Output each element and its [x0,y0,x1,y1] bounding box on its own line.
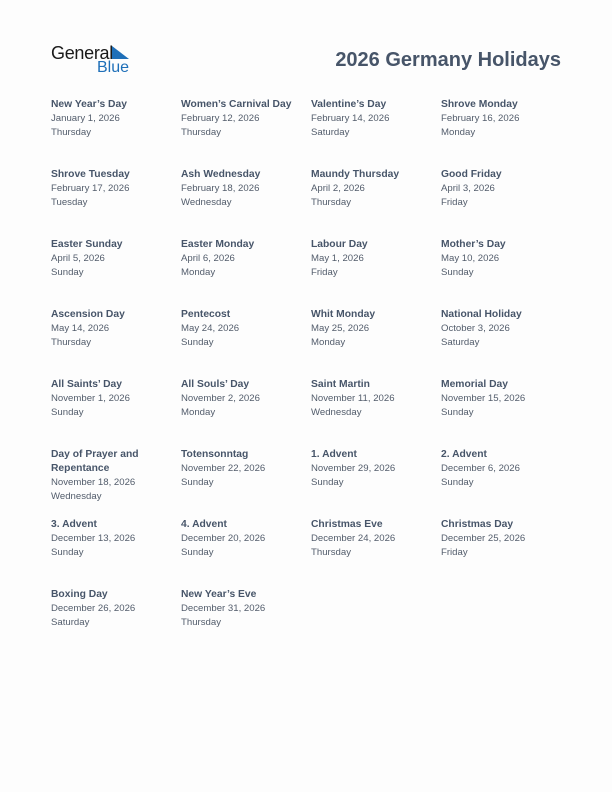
holiday-item [181,518,309,560]
holiday-date: November 2, 2026 [181,393,260,404]
holiday-name: Valentine’s Day [311,99,387,110]
holiday-weekday: Sunday [311,477,344,488]
holiday-weekday: Saturday [441,337,480,348]
holiday-item [51,98,179,140]
holiday-date: December 6, 2026 [441,463,520,474]
holiday-name: New Year’s Day [51,99,127,110]
holiday-name: 2. Advent [441,449,487,460]
holiday-weekday: Sunday [441,407,474,418]
holiday-date: May 10, 2026 [441,253,500,264]
holiday-name: All Saints’ Day [51,379,122,390]
holiday-date: February 16, 2026 [441,113,520,124]
holiday-weekday: Sunday [51,407,84,418]
holiday-item [441,98,569,140]
holiday-name: Mother’s Day [441,239,506,250]
holiday-name: Christmas Eve [311,519,383,530]
holiday-name: Totensonntag [181,449,249,460]
holiday-weekday: Thursday [181,617,221,628]
holiday-item [51,168,179,210]
holiday-weekday: Friday [441,547,468,558]
holiday-name: Ash Wednesday [181,169,261,180]
holiday-name: 3. Advent [51,519,97,530]
holiday-date: February 14, 2026 [311,113,390,124]
holiday-date: April 6, 2026 [181,253,235,264]
holiday-weekday: Sunday [181,547,214,558]
holiday-date: February 18, 2026 [181,183,260,194]
logo-word-blue: Blue [97,59,130,76]
holiday-date: December 25, 2026 [441,533,526,544]
holiday-item [51,378,179,420]
holiday-item [311,308,439,350]
holiday-date: December 31, 2026 [181,603,266,614]
holiday-date: November 1, 2026 [51,393,130,404]
holiday-item [441,448,569,490]
holiday-weekday: Saturday [311,127,350,138]
holiday-item [181,448,309,490]
holiday-name: Saint Martin [311,379,370,390]
holiday-name: New Year’s Eve [181,589,257,600]
holiday-item [311,168,439,210]
holiday-item [441,518,569,560]
holiday-name: Women’s Carnival Day [181,99,292,110]
holiday-weekday: Friday [441,197,468,208]
holiday-weekday: Sunday [181,337,214,348]
holiday-item [311,378,439,420]
holiday-date: December 13, 2026 [51,533,136,544]
holiday-date: May 1, 2026 [311,253,364,264]
holiday-weekday: Friday [311,267,338,278]
holiday-item [51,308,179,350]
holiday-weekday: Sunday [441,477,474,488]
holiday-name: Whit Monday [311,309,376,320]
holiday-item [51,588,179,630]
holiday-name: Boxing Day [51,589,108,600]
holiday-date: November 11, 2026 [311,393,395,404]
holiday-date: December 24, 2026 [311,533,396,544]
holiday-item [441,238,569,280]
holiday-weekday: Monday [181,267,216,278]
holiday-item [181,588,309,630]
holiday-name: Shrove Tuesday [51,169,130,180]
holiday-item [181,98,309,140]
holiday-item [311,518,439,560]
holiday-weekday: Wednesday [311,407,362,418]
holiday-weekday: Sunday [51,267,84,278]
holiday-weekday: Thursday [311,547,351,558]
holiday-item [441,378,569,420]
holiday-date: May 25, 2026 [311,323,370,334]
holiday-weekday: Monday [441,127,476,138]
holiday-item [311,98,439,140]
holiday-name: Easter Sunday [51,239,123,250]
holiday-item [51,238,179,280]
holiday-item [181,378,309,420]
holiday-date: December 26, 2026 [51,603,136,614]
holiday-date: December 20, 2026 [181,533,266,544]
holiday-item [181,168,309,210]
holiday-date: November 29, 2026 [311,463,396,474]
holiday-date: April 2, 2026 [311,183,365,194]
holiday-weekday: Sunday [181,477,214,488]
holiday-weekday: Saturday [51,617,90,628]
holiday-date: January 1, 2026 [51,113,120,124]
holiday-date: February 17, 2026 [51,183,130,194]
holiday-weekday: Thursday [51,127,91,138]
holiday-name: National Holiday [441,309,522,320]
holiday-item [181,308,309,350]
holiday-name: Ascension Day [51,309,125,320]
holiday-item [181,238,309,280]
holiday-weekday: Thursday [181,127,221,138]
holiday-date: February 12, 2026 [181,113,260,124]
holiday-weekday: Tuesday [51,197,88,208]
holiday-date: November 18, 2026 [51,477,136,488]
holiday-item [311,448,439,490]
holiday-date: November 22, 2026 [181,463,266,474]
generalblue-logo [51,43,141,79]
holiday-item [51,518,179,560]
holiday-name: Shrove Monday [441,99,518,110]
holiday-name: Christmas Day [441,519,514,530]
holiday-name: 4. Advent [181,519,227,530]
page-title: 2026 Germany Holidays [335,49,561,71]
logo-word-general: General [51,43,113,63]
holiday-name: All Souls’ Day [181,379,250,390]
holiday-weekday: Monday [311,337,346,348]
holiday-date: November 15, 2026 [441,393,526,404]
holiday-weekday: Wednesday [51,491,102,502]
holiday-item [441,308,569,350]
holiday-weekday: Monday [181,407,216,418]
holiday-date: April 5, 2026 [51,253,105,264]
holiday-item [311,238,439,280]
holiday-date: May 24, 2026 [181,323,240,334]
holiday-name: Easter Monday [181,239,255,250]
holiday-weekday: Sunday [441,267,474,278]
holiday-name: Labour Day [311,239,368,250]
holiday-name: 1. Advent [311,449,357,460]
holiday-date: May 14, 2026 [51,323,110,334]
holiday-name: Maundy Thursday [311,169,400,180]
holiday-name: Day of Prayer and Repentance [51,449,139,474]
holiday-weekday: Thursday [311,197,351,208]
holiday-date: October 3, 2026 [441,323,510,334]
holiday-date: April 3, 2026 [441,183,495,194]
holiday-item [51,448,179,504]
logo-triangle-icon [112,46,129,59]
holiday-item [441,168,569,210]
holiday-name: Memorial Day [441,379,508,390]
holiday-name: Pentecost [181,309,231,320]
holiday-weekday: Sunday [51,547,84,558]
holiday-weekday: Wednesday [181,197,232,208]
holiday-name: Good Friday [441,169,502,180]
holiday-weekday: Thursday [51,337,91,348]
